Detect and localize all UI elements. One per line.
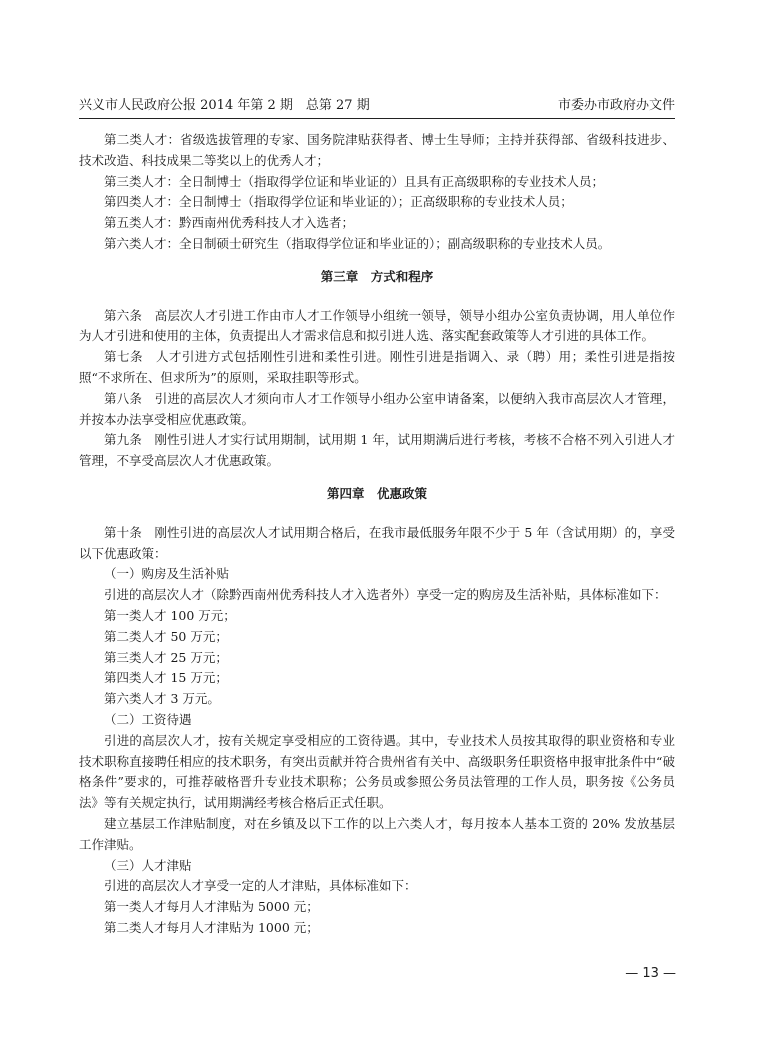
- list-item: 第二类人才每月人才津贴为 1000 元；: [104, 919, 319, 935]
- subsection-heading: （三）人才津贴: [104, 857, 192, 873]
- chapter-4-heading: 第四章 优惠政策: [326, 485, 427, 501]
- paragraph: 第四类人才：全日制博士（指取得学位证和毕业证的）；正高级职称的专业技术人员；: [104, 194, 573, 210]
- list-item: 第一类人才每月人才津贴为 5000 元；: [104, 899, 319, 915]
- article-10: 第十条 刚性引进的高层次人才试用期合格后，在我市最低服务年限不少于 5 年（含试用期）的，享受以下优惠政策：: [79, 524, 675, 561]
- paragraph: 引进的高层次人才（除黔西南州优秀科技人才入选者外）享受一定的购房及生活补贴，具体标准如下：: [104, 587, 667, 603]
- paragraph: 建立基层工作津贴制度，对在乡镇及以下工作的以上六类人才，每月按本人基本工资的 20% 发放基层工作津贴。: [79, 815, 675, 852]
- page-number: — 13 —: [625, 966, 676, 981]
- list-item: 第三类人才 25 万元；: [104, 649, 228, 665]
- list-item: 第一类人才 100 万元；: [104, 607, 236, 623]
- list-item: 第四类人才 15 万元；: [104, 670, 228, 686]
- document-body: [79, 130, 675, 939]
- paragraph: 第六类人才：全日制硕士研究生（指取得学位证和毕业证的）；副高级职称的专业技术人员。: [104, 235, 611, 251]
- paragraph: 第五类人才：黔西南州优秀科技人才入选者；: [104, 215, 355, 231]
- paragraph: 第二类人才：省级选拔管理的专家、国务院津贴获得者、博士生导师；主持并获得部、省级科技进步、技术改造、科技成果二等奖以上的优秀人才；: [79, 132, 675, 168]
- article-8: 第八条 引进的高层次人才须向市人才工作领导小组办公室申请备案，以便纳入我市高层次人才管理，并按本办法享受相应优惠政策。: [79, 390, 675, 427]
- list-item: 第六类人才 3 万元。: [104, 691, 220, 707]
- list-item: 第二类人才 50 万元；: [104, 628, 228, 644]
- paragraph: 引进的高层次人才，按有关规定享受相应的工资待遇。其中，专业技术人员按其取得的职业资格和专业技术职称直接聘任相应的技术职务，有突出贡献并符合贵州省有关中、高级职务任职资格申报审批条件中“破格条件”要求的，可推荐破格晋升专业技术职称；公务员或参照公务员法管理的工作人员，职务按《公务员法》等有关规定执行，试用期满经考核合格后正式任职。: [79, 732, 675, 811]
- article-7: 第七条 人才引进方式包括刚性引进和柔性引进。刚性引进是指调入、录（聘）用；柔性引进是指按照“不求所在、但求所为”的原则，采取挂职等形式。: [79, 349, 675, 385]
- chapter-3-heading: 第三章 方式和程序: [320, 268, 434, 284]
- running-header: [79, 88, 675, 119]
- paragraph: 引进的高层次人才享受一定的人才津贴，具体标准如下：: [104, 878, 417, 894]
- subsection-heading: （一）购房及生活补贴: [104, 566, 230, 582]
- article-9: 第九条 刚性引进人才实行试用期制，试用期 1 年，试用期满后进行考核，考核不合格不列入引进人才管理，不享受高层次人才优惠政策。: [79, 432, 675, 469]
- paragraph: 第三类人才：全日制博士（指取得学位证和毕业证的）且具有正高级职称的专业技术人员；: [104, 173, 605, 189]
- header-publication-title: 兴义市人民政府公报 2014 年第 2 期 总第 27 期: [79, 98, 370, 113]
- subsection-heading: （二）工资待遇: [104, 711, 192, 727]
- article-6: 第六条 高层次人才引进工作由市人才工作领导小组统一领导，领导小组办公室负责协调，用人单位作为人才引进和使用的主体，负责提出人才需求信息和拟引进人选、落实配套政策等人才引进的具体工作。: [79, 307, 675, 344]
- header-section-title: 市委办市政府办文件: [557, 98, 675, 113]
